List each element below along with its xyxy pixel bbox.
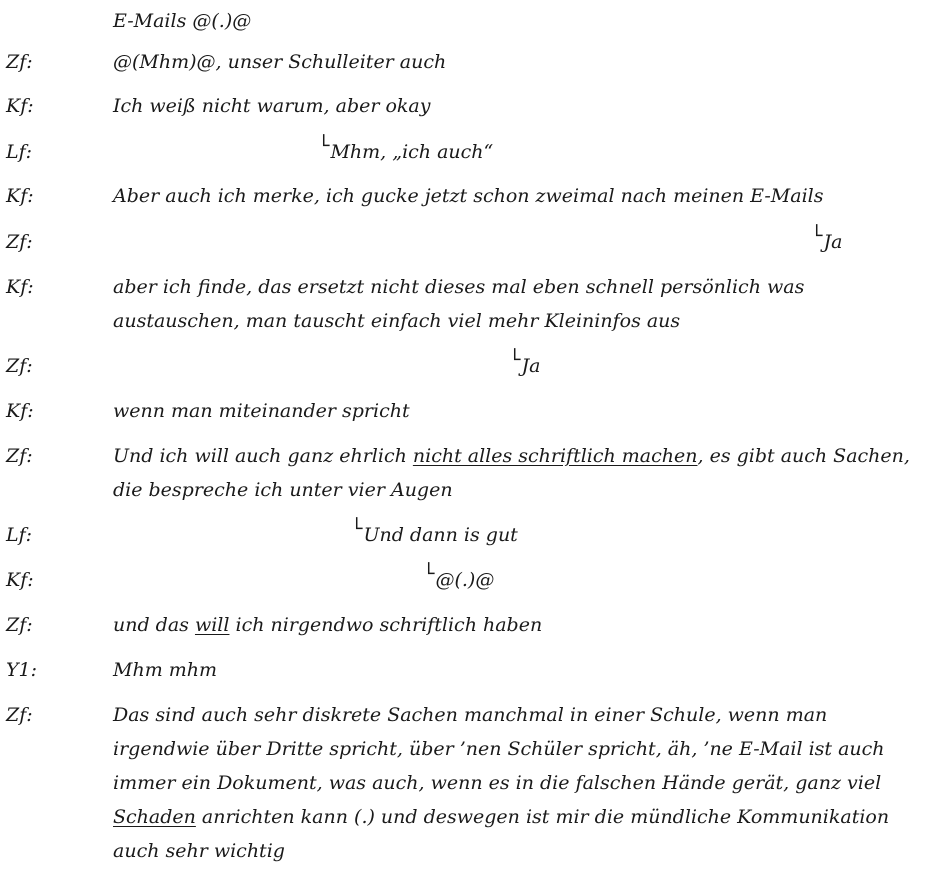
underlined-emphasis: will	[194, 614, 230, 636]
overlap-bracket-icon: └	[811, 225, 823, 247]
utterance-text: wenn man miteinander spricht	[113, 400, 410, 422]
speaker-label: Kf:	[6, 95, 34, 117]
speaker-label: Kf:	[6, 185, 34, 207]
speaker-label: Zf:	[6, 51, 33, 73]
speaker-label: Kf:	[6, 569, 34, 591]
utterance-text: Ja	[521, 355, 541, 377]
text-segment: ich nirgendwo schriftlich haben	[229, 614, 543, 636]
utterance-text: Ja	[823, 231, 843, 253]
utterance-text: Ich weiß nicht warum, aber okay	[113, 95, 431, 117]
utterance-text: aber ich finde, das ersetzt nicht dieses mal eben schnell persönlich was	[113, 276, 805, 298]
text-segment: und das	[113, 614, 195, 636]
utterance-text: austauschen, man tauscht einfach viel mehr Kleininfos aus	[113, 310, 681, 332]
utterance-text: Mhm, „ich auch“	[330, 141, 494, 163]
overlap-segment	[351, 518, 518, 552]
overlap-bracket-icon: └	[509, 349, 521, 371]
utterance-text: Aber auch ich merke, ich gucke jetzt schon zweimal nach meinen E-Mails	[113, 185, 824, 207]
text-segment: Und ich will auch ganz ehrlich	[113, 445, 413, 467]
overlap-segment	[811, 225, 842, 259]
overlap-bracket-icon: └	[318, 135, 330, 157]
utterance-text: E-Mails @(.)@	[113, 10, 252, 32]
speaker-label: Lf:	[6, 524, 33, 546]
speaker-label: Kf:	[6, 276, 34, 298]
utterance-text	[113, 439, 910, 473]
speaker-label: Zf:	[6, 355, 33, 377]
utterance-text: die bespreche ich unter vier Augen	[113, 479, 453, 501]
utterance-text: @(Mhm)@, unser Schulleiter auch	[113, 51, 447, 73]
text-segment: , es gibt auch Sachen,	[697, 445, 910, 467]
speaker-label: Zf:	[6, 704, 33, 726]
underlined-emphasis: Schaden	[113, 806, 196, 828]
speaker-label: Lf:	[6, 141, 33, 163]
utterance-text: @(.)@	[435, 569, 495, 591]
speaker-label: Kf:	[6, 400, 34, 422]
speaker-label: Zf:	[6, 231, 33, 253]
speaker-label: Y1:	[6, 659, 38, 681]
underlined-emphasis: nicht alles schriftlich machen	[412, 445, 698, 467]
utterance-text: irgendwie über Dritte spricht, über ’nen Schüler spricht, äh, ’ne E-Mail ist auch	[113, 738, 885, 760]
utterance-text: Mhm mhm	[113, 659, 218, 681]
utterance-text	[113, 800, 889, 834]
utterance-text: Und dann is gut	[363, 524, 518, 546]
speaker-label: Zf:	[6, 614, 33, 636]
overlap-bracket-icon: └	[423, 563, 435, 585]
speaker-label: Zf:	[6, 445, 33, 467]
utterance-text: immer ein Dokument, was auch, wenn es in die falschen Hände gerät, ganz viel	[113, 772, 882, 794]
overlap-bracket-icon: └	[351, 518, 363, 540]
utterance-text	[113, 608, 542, 642]
utterance-text: auch sehr wichtig	[113, 840, 285, 862]
overlap-segment	[509, 349, 540, 383]
overlap-segment	[318, 135, 493, 169]
text-segment: anrichten kann (.) und deswegen ist mir die mündliche Kommunikation	[195, 806, 890, 828]
overlap-segment	[423, 563, 494, 597]
utterance-text: Das sind auch sehr diskrete Sachen manchmal in einer Schule, wenn man	[113, 704, 828, 726]
